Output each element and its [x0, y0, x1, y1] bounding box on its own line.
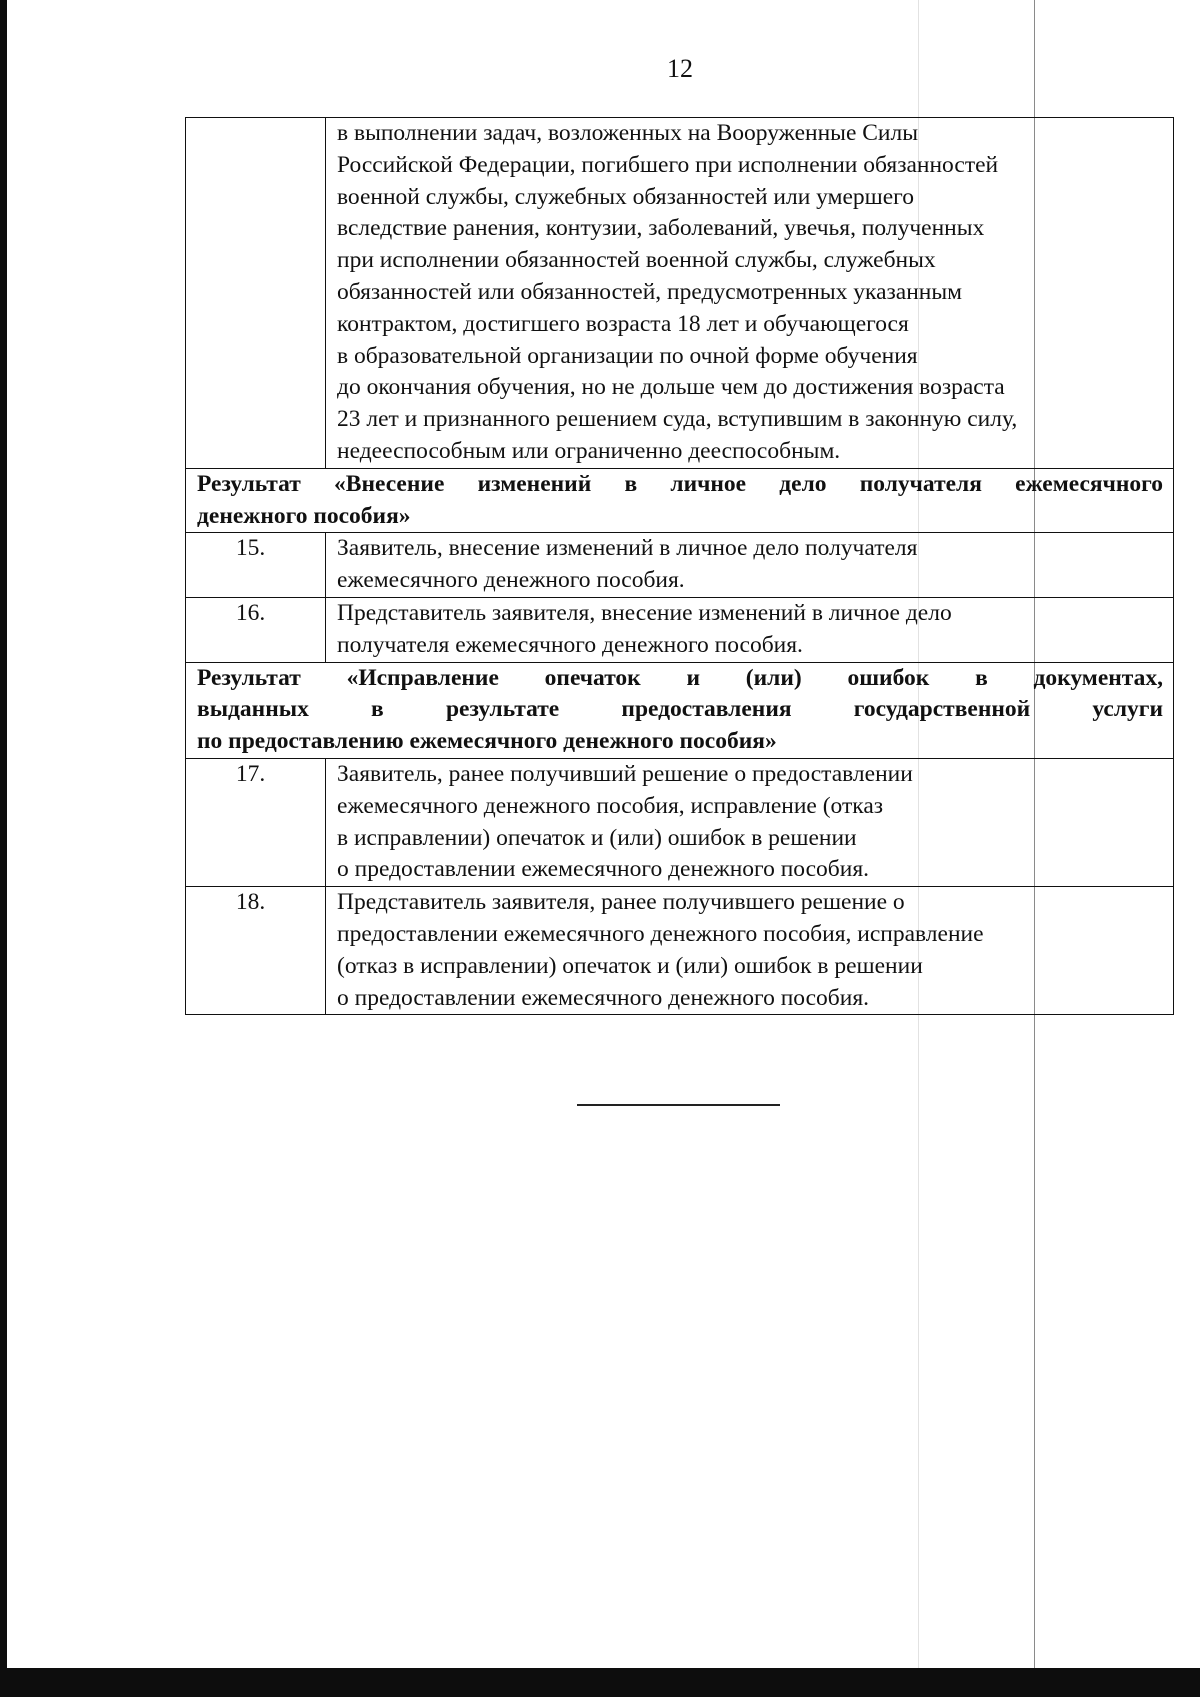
text-line: о предоставлении ежемесячного денежного пособия. [337, 984, 870, 1011]
text-line: по предоставлению ежемесячного денежного пособия» [197, 728, 777, 755]
text-line: в образовательной организации по очной форме обучения [337, 342, 918, 369]
row-description-cell [326, 597, 1174, 662]
table-row [186, 597, 1174, 662]
result-header-row [186, 662, 1174, 758]
table-row [186, 533, 1174, 598]
text-line: Результат «Исправление опечаток и (или) ошибок в документах, [197, 664, 1163, 691]
row-description-cell [326, 118, 1174, 469]
text-line: о предоставлении ежемесячного денежного пособия. [337, 856, 870, 883]
result-header-cell [186, 468, 1174, 533]
row-number-cell [186, 118, 326, 469]
text-line: Российской Федерации, погибшего при исполнении обязанностей [337, 151, 999, 178]
text-line: предоставлении ежемесячного денежного пособия, исправление [337, 920, 984, 947]
text-line: контрактом, достигшего возраста 18 лет и обучающегося [337, 310, 909, 337]
text-line: Результат «Внесение изменений в личное дело получателя ежемесячного [197, 470, 1163, 497]
result-header-row [186, 468, 1174, 533]
services-table [185, 117, 1174, 1015]
row-description-cell [326, 758, 1174, 886]
scan-edge-bottom [0, 1668, 1200, 1697]
end-of-document-rule [577, 1104, 780, 1106]
row-number-cell: 17. [186, 758, 326, 886]
table-row [186, 118, 1174, 469]
text-line: Заявитель, внесение изменений в личное дело получателя [337, 535, 918, 562]
text-line: вследствие ранения, контузии, заболеваний, увечья, полученных [337, 215, 985, 242]
text-line: ежемесячного денежного пособия. [337, 567, 685, 594]
table-row [186, 887, 1174, 1015]
text-line: недееспособным или ограниченно дееспособным. [337, 437, 841, 464]
result-header-cell [186, 662, 1174, 758]
row-description-cell [326, 887, 1174, 1015]
text-line: Заявитель, ранее получивший решение о предоставлении [337, 760, 913, 787]
row-number-cell: 18. [186, 887, 326, 1015]
row-number-cell: 16. [186, 597, 326, 662]
text-line: выданных в результате предоставления государственной услуги [197, 696, 1163, 723]
text-line: обязанностей или обязанностей, предусмотренных указанным [337, 278, 963, 305]
text-line: 23 лет и признанного решением суда, вступившим в законную силу, [337, 406, 1018, 433]
row-number-cell: 15. [186, 533, 326, 598]
text-line: Представитель заявителя, ранее получившего решение о [337, 889, 905, 916]
text-line: получателя ежемесячного денежного пособия. [337, 631, 803, 658]
page-number: 12 [667, 54, 693, 83]
text-line: Представитель заявителя, внесение изменений в личное дело [337, 599, 952, 626]
scan-edge-left [0, 0, 7, 1697]
text-line: при исполнении обязанностей военной службы, служебных [337, 247, 936, 274]
text-line: в выполнении задач, возложенных на Вооруженные Силы [337, 120, 919, 146]
text-line: ежемесячного денежного пособия, исправление (отказ [337, 792, 884, 819]
text-line: (отказ в исправлении) опечаток и (или) ошибок в решении [337, 952, 923, 979]
table-row [186, 758, 1174, 886]
text-line: денежного пособия» [197, 502, 411, 529]
text-line: военной службы, служебных обязанностей или умершего [337, 183, 914, 210]
text-line: до окончания обучения, но не дольше чем до достижения возраста [337, 374, 1005, 401]
text-line: в исправлении) опечаток и (или) ошибок в решении [337, 824, 857, 851]
row-description-cell [326, 533, 1174, 598]
